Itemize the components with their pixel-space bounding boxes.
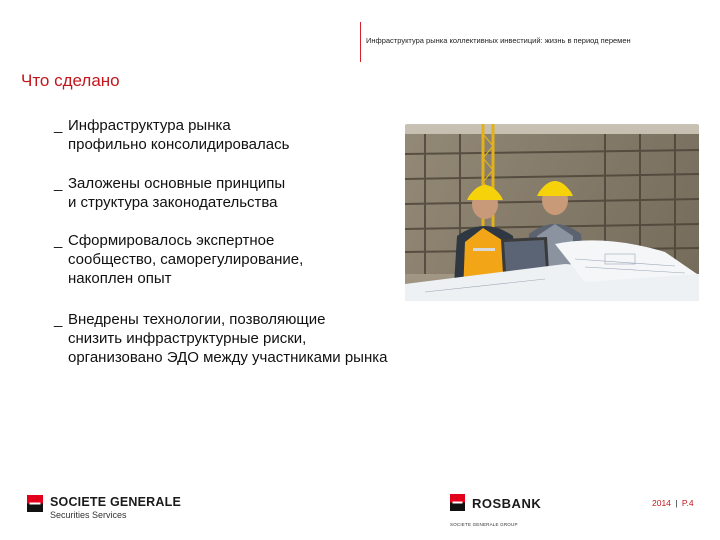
societe-generale-logo-icon	[27, 495, 43, 512]
page-title: Что сделано	[21, 71, 120, 90]
bullet-text: Внедрены технологии, позволяющие снизить инфраструктурные риски, организовано ЭДО между участниками рынка	[68, 311, 388, 366]
societe-generale-name: SOCIETE GENERALE	[50, 495, 181, 509]
societe-generale-group-label: SOCIETE GENERALE GROUP	[450, 522, 518, 527]
bullet-marker: _	[54, 175, 63, 192]
list-item	[54, 310, 474, 367]
bullet-text: Инфраструктура рынка профильно консолидировалась	[68, 117, 290, 153]
header-divider	[360, 22, 361, 62]
footer-page-info	[652, 498, 694, 508]
rosbank-logo-icon	[450, 494, 465, 511]
construction-workers-illustration	[405, 124, 699, 301]
bullet-marker: _	[54, 311, 63, 328]
bullet-marker: _	[54, 232, 63, 249]
page-number: P.4	[681, 498, 694, 508]
presentation-title: Инфраструктура рынка коллективных инвестиций: жизнь в период перемен	[366, 36, 631, 45]
securities-services-label: Securities Services	[50, 510, 127, 520]
construction-workers-photo	[405, 124, 699, 301]
footer-year: 2014	[652, 498, 671, 508]
bullet-marker: _	[54, 117, 63, 134]
bullet-text: Сформировалось экспертное сообщество, саморегулирование, накоплен опыт	[68, 232, 304, 287]
rosbank-name: ROSBANK	[472, 496, 542, 511]
footer-separator: |	[675, 498, 678, 508]
bullet-text: Заложены основные принципы и структура законодательства	[68, 175, 286, 211]
